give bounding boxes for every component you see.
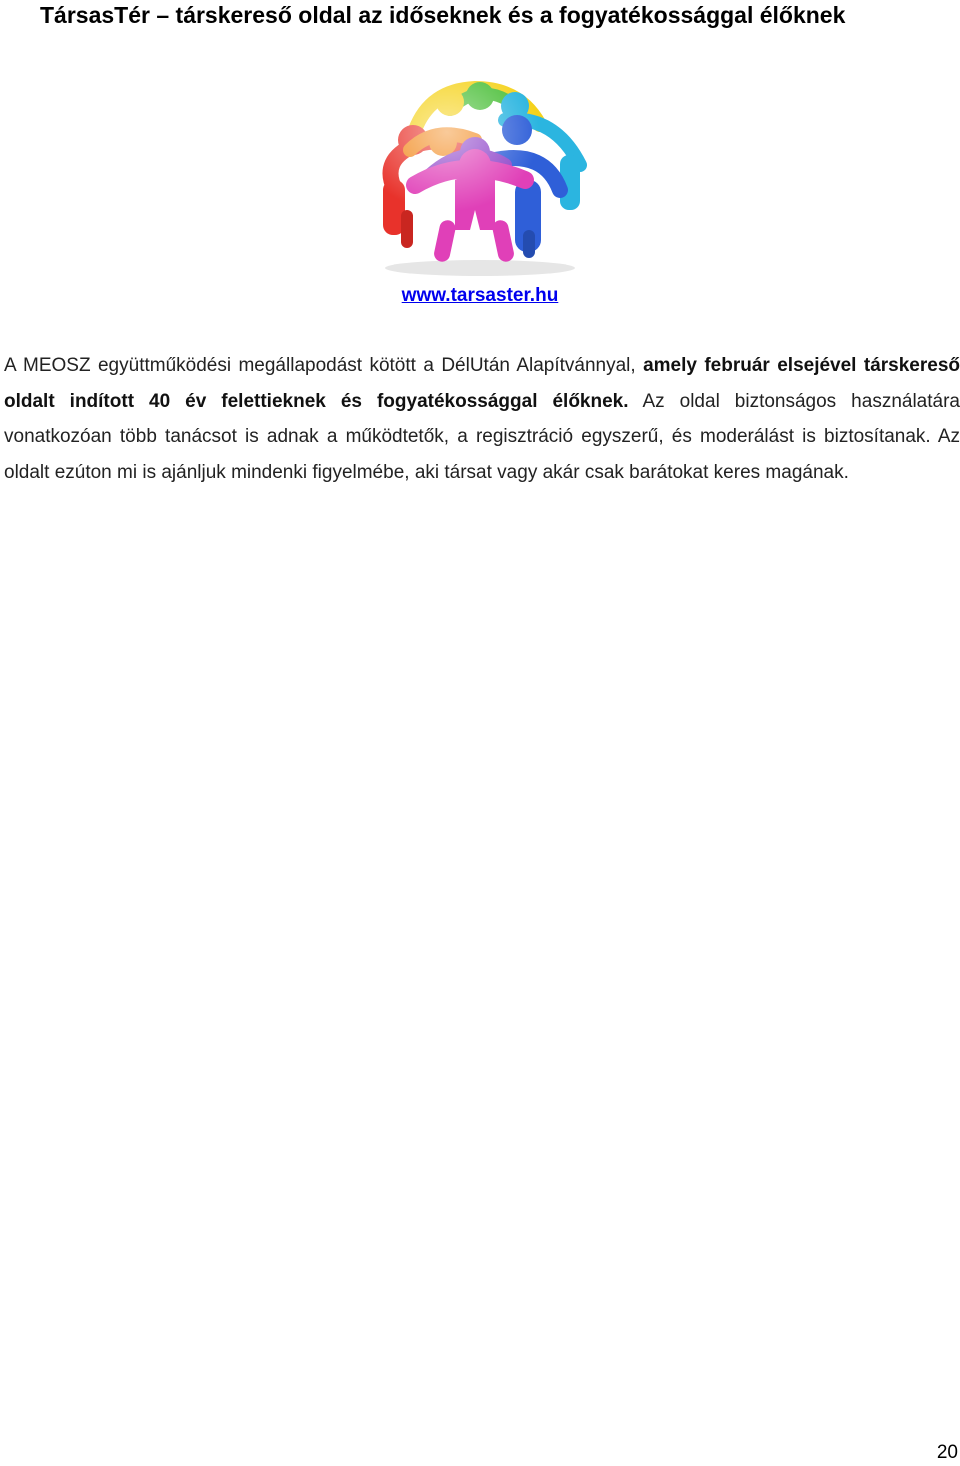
page-title: TársasTér – társkereső oldal az időseknek és a fogyatékossággal élőknek: [40, 2, 846, 28]
people-circle-logo: [355, 70, 605, 280]
page-number: 20: [936, 1442, 958, 1463]
paragraph-rest: Az oldal biztonságos használatára vonatkozóan több tanácsot is adnak a működtetők, a regisztráció egyszerű, és moderálást is biztosítanak. Az oldalt ezúton mi is ajánljuk mindenki figyelmébe, aki társat vagy akár csak barátokat keres magának.: [4, 390, 960, 483]
body-paragraph: [4, 348, 960, 490]
paragraph-bold-highlight: amely február elsejével társkereső oldalt indított 40 év felettieknek és fogyatékossággal élőknek.: [4, 355, 960, 412]
tarsaster-link[interactable]: www.tarsaster.hu: [401, 285, 559, 306]
site-link-container: [0, 283, 960, 309]
paragraph-intro: A MEOSZ együttműködési megállapodást kötött a DélUtán Alapítvánnyal,: [4, 355, 644, 376]
